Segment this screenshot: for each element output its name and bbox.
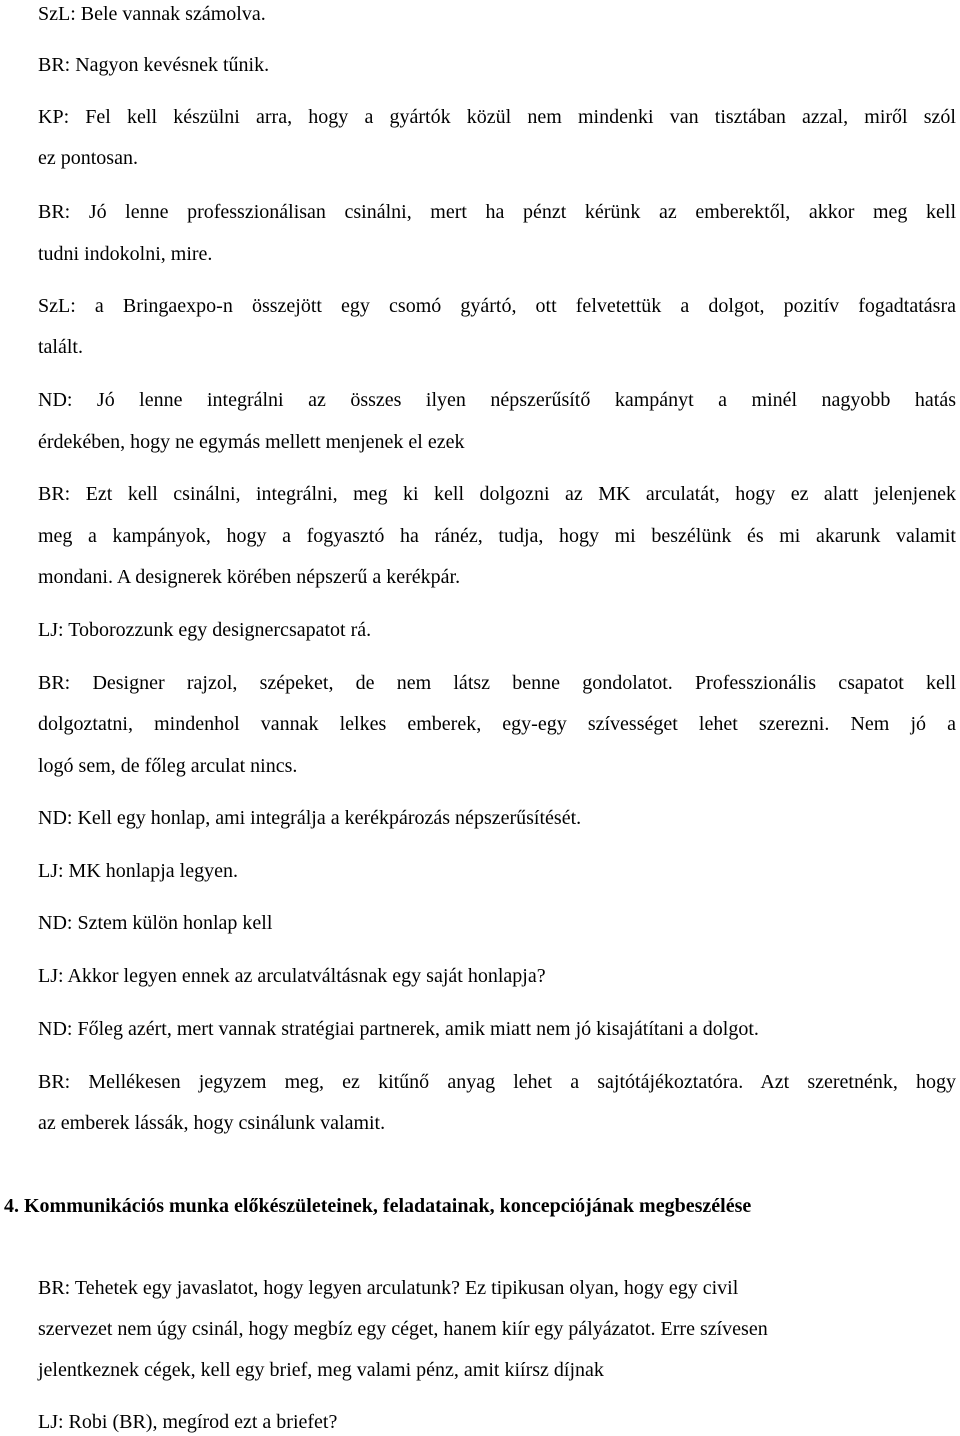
paragraph-line: ND: Sztem külön honlap kell xyxy=(38,912,273,934)
paragraph-line: BR: Mellékesen jegyzem meg, ez kitűnő anyag lehet a sajtótájékoztatóra. Azt szeretnénk, hogy xyxy=(38,1071,956,1093)
paragraph-line: SzL: Bele vannak számolva. xyxy=(38,3,266,25)
paragraph-line: BR: Designer rajzol, szépeket, de nem látsz benne gondolatot. Professzionális csapatot kell xyxy=(38,672,956,694)
paragraph-line: ND: Jó lenne integrálni az összes ilyen népszerűsítő kampányt a minél nagyobb hatás xyxy=(38,389,956,411)
paragraph-line: ND: Főleg azért, mert vannak stratégiai partnerek, amik miatt nem jó kisajátítani a dolgot. xyxy=(38,1018,759,1040)
paragraph-line: jelentkeznek cégek, kell egy brief, meg valami pénz, amit kiírsz díjnak xyxy=(38,1359,604,1381)
paragraph-line: LJ: Toborozzunk egy designercsapatot rá. xyxy=(38,619,372,641)
paragraph-line: BR: Ezt kell csinálni, integrálni, meg ki kell dolgozni az MK arculatát, hogy ez alatt jelenjenek xyxy=(38,483,956,505)
paragraph-line: ez pontosan. xyxy=(38,147,138,169)
paragraph-line: KP: Fel kell készülni arra, hogy a gyártók közül nem mindenki van tisztában azzal, miről szól xyxy=(38,106,956,128)
paragraph-line: meg a kampányok, hogy a fogyasztó ha ránéz, tudja, hogy mi beszélünk és mi akarunk valamit xyxy=(38,525,956,547)
paragraph-line: logó sem, de főleg arculat nincs. xyxy=(38,755,298,777)
paragraph-line: talált. xyxy=(38,336,83,358)
paragraph-line: SzL: a Bringaexpo-n összejött egy csomó gyártó, ott felvetettük a dolgot, pozitív fogadtatásra xyxy=(38,295,956,317)
paragraph-line: az emberek lássák, hogy csinálunk valamit. xyxy=(38,1112,386,1134)
paragraph-line: szervezet nem úgy csinál, hogy megbíz egy céget, hanem kiír egy pályázatot. Erre szívesen xyxy=(38,1318,768,1340)
paragraph-line: mondani. A designerek körében népszerű a kerékpár. xyxy=(38,566,461,588)
paragraph-line: dolgoztatni, mindenhol vannak lelkes emberek, egy-egy szívességet lehet szerezni. Nem jó a xyxy=(38,713,956,735)
paragraph-line: LJ: MK honlapja legyen. xyxy=(38,860,238,882)
paragraph-line: ND: Kell egy honlap, ami integrálja a kerékpározás népszerűsítését. xyxy=(38,807,582,829)
paragraph-line: tudni indokolni, mire. xyxy=(38,243,213,265)
paragraph-line: BR: Nagyon kevésnek tűnik. xyxy=(38,54,270,76)
section-heading: 4. Kommunikációs munka előkészületeinek, feladatainak, koncepciójának megbeszélése xyxy=(4,1195,752,1217)
paragraph-line: LJ: Akkor legyen ennek az arculatváltásnak egy saját honlapja? xyxy=(38,965,546,987)
paragraph-line: BR: Tehetek egy javaslatot, hogy legyen arculatunk? Ez tipikusan olyan, hogy egy civil xyxy=(38,1277,739,1299)
paragraph-line: LJ: Robi (BR), megírod ezt a briefet? xyxy=(38,1411,338,1433)
paragraph-line: BR: Jó lenne professzionálisan csinálni, mert ha pénzt kérünk az emberektől, akkor meg kell xyxy=(38,201,956,223)
paragraph-line: érdekében, hogy ne egymás mellett menjenek el ezek xyxy=(38,431,465,453)
